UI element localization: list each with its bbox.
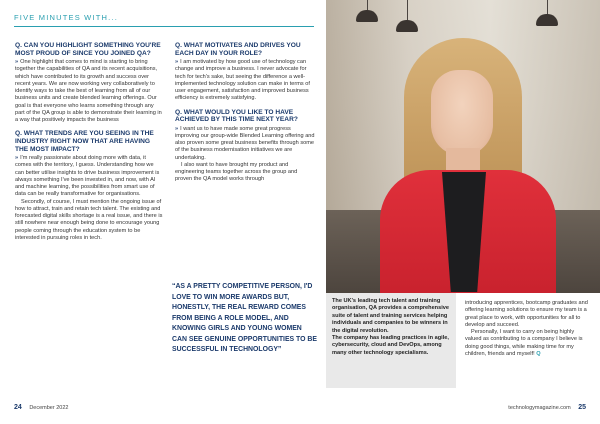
- issue-date: December 2022: [29, 405, 69, 411]
- double-chevron-icon: »: [175, 125, 179, 132]
- question-heading: Q. WHAT MOTIVATES AND DRIVES YOU EACH DAY IN YOUR ROLE?: [175, 42, 301, 57]
- double-chevron-icon: »: [15, 155, 19, 162]
- question-heading: Q. WHAT WOULD YOU LIKE TO HAVE ACHIEVED BY THIS TIME NEXT YEAR?: [175, 108, 298, 124]
- pull-quote: “AS A PRETTY COMPETITIVE PERSON, I'D LOVE TO WIN MORE AWARDS BUT, HONESTLY, THE REAL REWARD COMES FROM BEING A ROLE MODEL, AND KNOWING GIRLS AND YOUNG WOMEN CAN SEE GENUINE OPPORTUNITIES TO BE SUCCESSFUL IN TECHNOLOGY”: [172, 283, 317, 353]
- company-caption-box: [326, 293, 456, 388]
- answer-block: [15, 59, 163, 124]
- answer-text: I am motivated by how good use of technology can change and improve a business. I never advocate for tech for tech's sake, but seeing the difference a well-implemented technology solution can make in terms of user engagement, satisfaction and improved business efficiency is extremely satisfying.: [175, 59, 310, 102]
- q-logo-icon: Q: [536, 350, 541, 357]
- subject-face: [431, 70, 493, 156]
- answer-block: [15, 155, 163, 242]
- answer-block: [175, 126, 315, 184]
- portrait-photo: [326, 0, 600, 293]
- column-2: [175, 42, 315, 190]
- section-label: FIVE MINUTES WITH...: [14, 13, 118, 22]
- left-footer: [14, 404, 68, 411]
- answer-text: I want us to have made some great progress improving our group-wide Blended Learning offering and also proven some great business benefits through some of the business modernisation initiatives we are undertaking.: [175, 125, 315, 161]
- double-chevron-icon: »: [15, 59, 19, 66]
- answer-text: One highlight that comes to mind is starting to bring together the capabilities of QA and its recent acquisitions, which have contributed to its growth and success over recent years. We are now working very collaboratively to identify ways to take the best of learning from all of our business units and create blended learning offerings. Our goal is that everyone who learns something through any part of the QA group is able to demonstrate their learning in a way that positively impacts the business: [15, 59, 162, 124]
- answer-text: I'm really passionate about doing more with data, it comes with the territory, I guess. Understanding how we can better utilise insights to drive business improvement is always something I've been invested in, and now, with AI and machine learning, the possibilities from smart use of data can be really transformative for organisations.: [15, 155, 160, 198]
- page-number: 24: [14, 404, 22, 411]
- answer-text: Secondly, of course, I must mention the ongoing issue of how to attract, train and retain tech talent. The existing and forecasted digital skills shortage is a real issue, and there is still nowhere near enough being done to encourage young people coming through the education system to be interested in pursuing roles in tech.: [15, 198, 163, 241]
- right-footer: [508, 404, 586, 411]
- lamp-cord: [547, 0, 548, 14]
- column-1: [15, 42, 163, 248]
- page-number: 25: [578, 404, 586, 411]
- site-url: technologymagazine.com: [508, 405, 571, 411]
- column-3: [465, 300, 590, 358]
- caption-text: The UK's leading tech talent and training organisation, QA provides a comprehensive suite of talent and training services helping individuals and companies to be winners in the digital revolution.: [332, 298, 449, 334]
- section-divider: [14, 26, 314, 27]
- question-heading: Q. CAN YOU HIGHLIGHT SOMETHING YOU'RE MOST PROUD OF SINCE YOU JOINED QA?: [15, 42, 161, 57]
- lamp-cord: [407, 0, 408, 20]
- body-text: introducing apprentices, bootcamp graduates and offering learning solutions to ensure my team is a great place to work, with opportunities for all to develop and succeed.: [465, 300, 588, 328]
- caption-text: The company has leading practices in agile, cybersecurity, cloud and DevOps, among many other technology specialisms.: [332, 335, 449, 356]
- pendant-lamp: [536, 14, 558, 26]
- answer-text: I also want to have brought my product and engineering teams together across the group and proven the QA model works through: [175, 161, 298, 183]
- lamp-cord: [367, 0, 368, 10]
- answer-block: [175, 59, 315, 103]
- pendant-lamp: [356, 10, 378, 22]
- body-text: Personally, I want to carry on being highly valued as contributing to a company I believe is doing good things, while making time for my children, friends and myself!: [465, 329, 583, 357]
- pendant-lamp: [396, 20, 418, 32]
- question-heading: Q. WHAT TRENDS ARE YOU SEEING IN THE INDUSTRY RIGHT NOW THAT ARE HAVING THE MOST IMPACT?: [15, 130, 154, 153]
- double-chevron-icon: »: [175, 59, 179, 66]
